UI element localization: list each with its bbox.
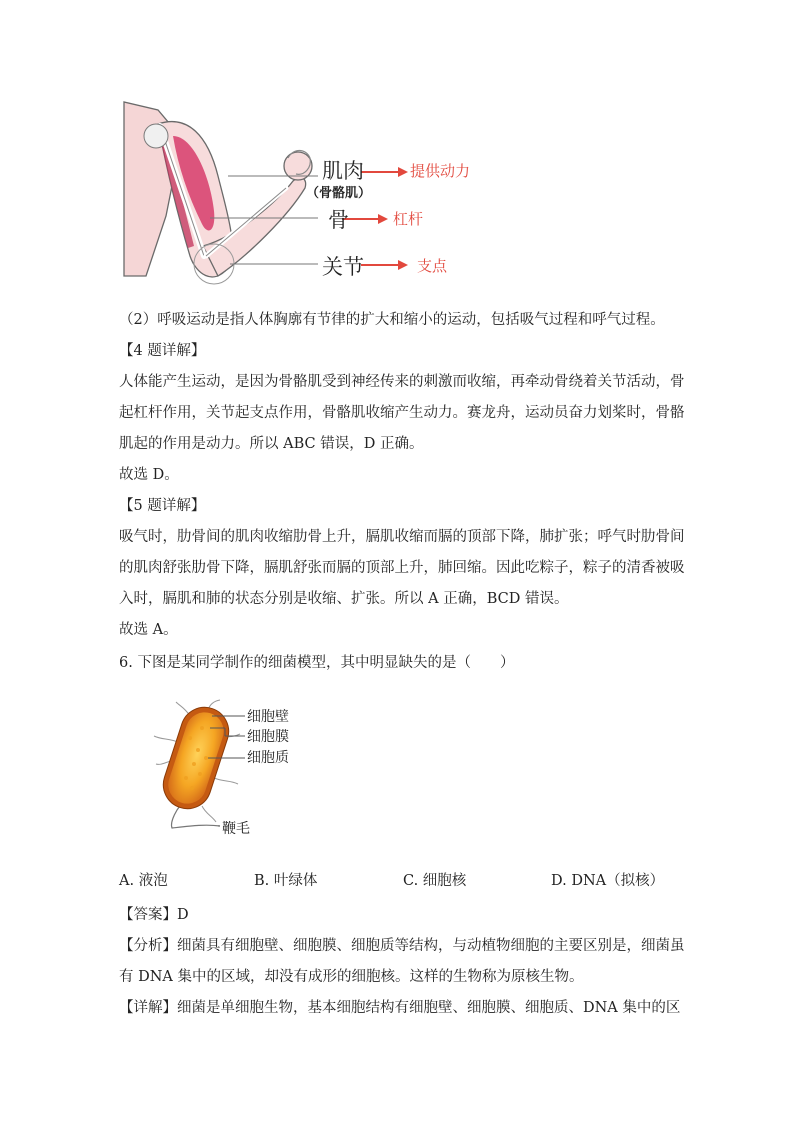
paragraph-2: （2）呼吸运动是指人体胸廓有节律的扩大和缩小的运动，包括吸气过程和呼气过程。 [119, 312, 665, 328]
label-muscle-role: 提供动力 [410, 162, 471, 180]
label-muscle-sub: （骨骼肌） [306, 186, 372, 201]
label-muscle: 肌肉 [322, 159, 364, 183]
label-bone: 骨 [328, 208, 349, 232]
shoulder-bone [144, 124, 168, 148]
option-d: D. DNA（拟核） [551, 873, 665, 889]
option-c: C. 细胞核 [403, 873, 467, 889]
q4-line-3: 肌起的作用是动力。所以 ABC 错误，D 正确。 [119, 436, 424, 452]
q6-stem: 6. 下图是某同学制作的细菌模型，其中明显缺失的是（ ） [119, 655, 515, 671]
label-joint: 关节 [322, 255, 364, 279]
flagellum [214, 778, 238, 784]
label-cytoplasm: 细胞质 [247, 750, 289, 766]
label-cell-wall: 细胞壁 [247, 709, 289, 725]
q4-heading: 【4 题详解】 [119, 343, 206, 359]
option-a: A. 液泡 [119, 873, 168, 889]
q6-analysis-line-1: 【分析】细菌具有细胞壁、细胞膜、细胞质等结构，与动植物细胞的主要区别是，细菌虽 [119, 938, 685, 954]
label-bone-role: 杠杆 [393, 210, 424, 228]
q5-choice: 故选 A。 [119, 622, 178, 638]
q4-line-2: 起杠杆作用，关节起支点作用，骨骼肌收缩产生动力。赛龙舟，运动员奋力划桨时，骨骼 [119, 405, 685, 421]
option-b: B. 叶绿体 [254, 873, 318, 889]
label-cell-membrane: 细胞膜 [247, 729, 289, 745]
label-flagellum: 鞭毛 [222, 821, 250, 837]
q5-heading: 【5 题详解】 [119, 498, 206, 514]
flagellum [202, 806, 216, 822]
q4-line-1: 人体能产生运动，是因为骨骼肌受到神经传来的刺激而收缩，再牵动骨绕着关节活动，骨 [119, 374, 685, 390]
q5-line-3: 入时，膈肌和肺的状态分别是收缩、扩张。所以 A 正确，BCD 错误。 [119, 591, 569, 607]
q6-answer: 【答案】D [119, 907, 189, 923]
q6-detail-line-1: 【详解】细菌是单细胞生物，基本细胞结构有细胞壁、细胞膜、细胞质、DNA 集中的区 [119, 1000, 681, 1016]
q4-choice: 故选 D。 [119, 467, 179, 483]
label-joint-role: 支点 [417, 257, 448, 275]
q5-line-1: 吸气时，肋骨间的肌肉收缩肋骨上升，膈肌收缩而膈的顶部下降，肺扩张；呼气时肋骨间 [119, 529, 685, 545]
q6-analysis-line-2: 有 DNA 集中的区域，却没有成形的细胞核。这样的生物称为原核生物。 [119, 969, 584, 985]
q5-line-2: 的肌肉舒张肋骨下降，膈肌舒张而膈的顶部上升，肺回缩。因此吃粽子，粽子的清香被吸 [119, 560, 685, 576]
